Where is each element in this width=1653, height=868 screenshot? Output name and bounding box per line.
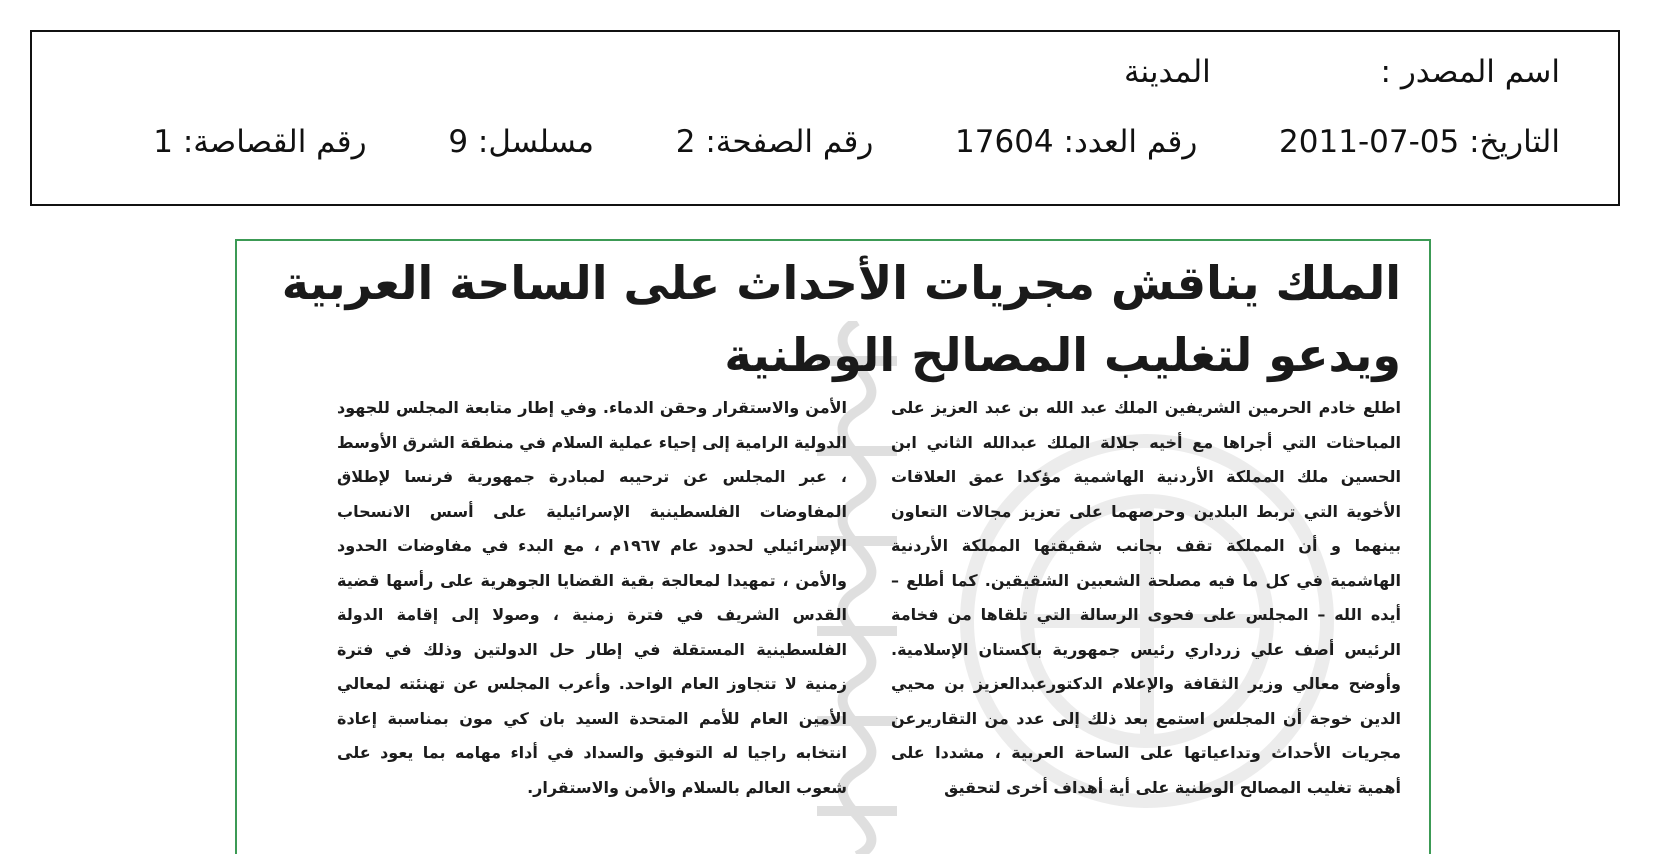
- source-row: [1124, 54, 1560, 90]
- clip-number-value: 1: [153, 124, 173, 160]
- source-label: اسم المصدر :: [1380, 54, 1560, 90]
- article-headline: [282, 247, 1401, 391]
- date-value: 2011-07-05: [1279, 124, 1460, 160]
- clip-number-label: رقم القصاصة:: [182, 124, 367, 160]
- metadata-box: [30, 30, 1620, 206]
- page-value: 2: [675, 124, 696, 160]
- newspaper-clipping: [235, 239, 1431, 854]
- serial-value: 9: [448, 124, 469, 160]
- date-label: التاريخ:: [1469, 124, 1560, 160]
- issue-value: 17604: [955, 124, 1054, 160]
- issue-label: رقم العدد:: [1063, 124, 1198, 160]
- serial-label: مسلسل:: [477, 124, 595, 160]
- details-row: [153, 124, 1560, 160]
- source-value: المدينة: [1123, 54, 1211, 90]
- page-label: رقم الصفحة:: [705, 124, 874, 160]
- headline-line-2: ويدعو لتغليب المصالح الوطنية: [724, 328, 1401, 382]
- headline-line-1: الملك يناقش مجريات الأحداث على الساحة العربية: [281, 256, 1401, 310]
- article-column-left: الأمن والاستقرار وحقن الدماء. وفي إطار متابعة المجلس للجهود الدولية الرامية إلى إحياء عملية السلام في منطقة الشرق الأوسط ، عبر المجلس عن ترحيبه لمبادرة جمهورية فرنسا لإطلاق المفاوضات الفلسطينية الإسرائيلية على أسس الانسحاب الإسرائيلي لحدود عام ١٩٦٧م ، مع البدء في مفاوضات الحدود والأمن ، تمهيدا لمعالجة بقية القضايا الجوهرية على رأسها قضية القدس الشريف في فترة زمنية ، وصولا إلى إقامة الدولة الفلسطينية المستقلة في إطار حل الدولتين وذلك في فترة زمنية لا تتجاوز العام الواحد. وأعرب المجلس عن تهنئته لمعالي الأمين العام للأمم المتحدة السيد بان كي مون بمناسبة إعادة انتخابه راجيا له التوفيق والسداد في أداء مهامه بما يعود على شعوب العالم بالسلام والأمن والاستقرار.: [337, 398, 848, 797]
- article-column-right: اطلع خادم الحرمين الشريفين الملك عبد الله بن عبد العزيز على المباحثات التي أجراها مع أخيه جلالة الملك عبدالله الثاني ابن الحسين ملك المملكة الأردنية الهاشمية مؤكدا عمق العلاقات الأخوية التي تربط البلدين وحرصهما على تعزيز مجالات التعاون بينهما و أن المملكة تقف بجانب شقيقتها المملكة الأردنية الهاشمية في كل ما فيه مصلحة الشعبين الشقيقين. كما أطلع – أيده الله – المجلس على فحوى الرسالة التي تلقاها من فخامة الرئيس أصف علي زرداري رئيس جمهورية باكستان الإسلامية. وأوضح معالي وزير الثقافة والإعلام الدكتورعبدالعزيز بن محيي الدين خوجة أن المجلس استمع بعد ذلك إلى عدد من التقاريرعن مجريات الأحداث وتداعياتها على الساحة العربية ، مشددا على أهمية تغليب المصالح الوطنية على أية أهداف أخرى لتحقيق: [891, 398, 1401, 797]
